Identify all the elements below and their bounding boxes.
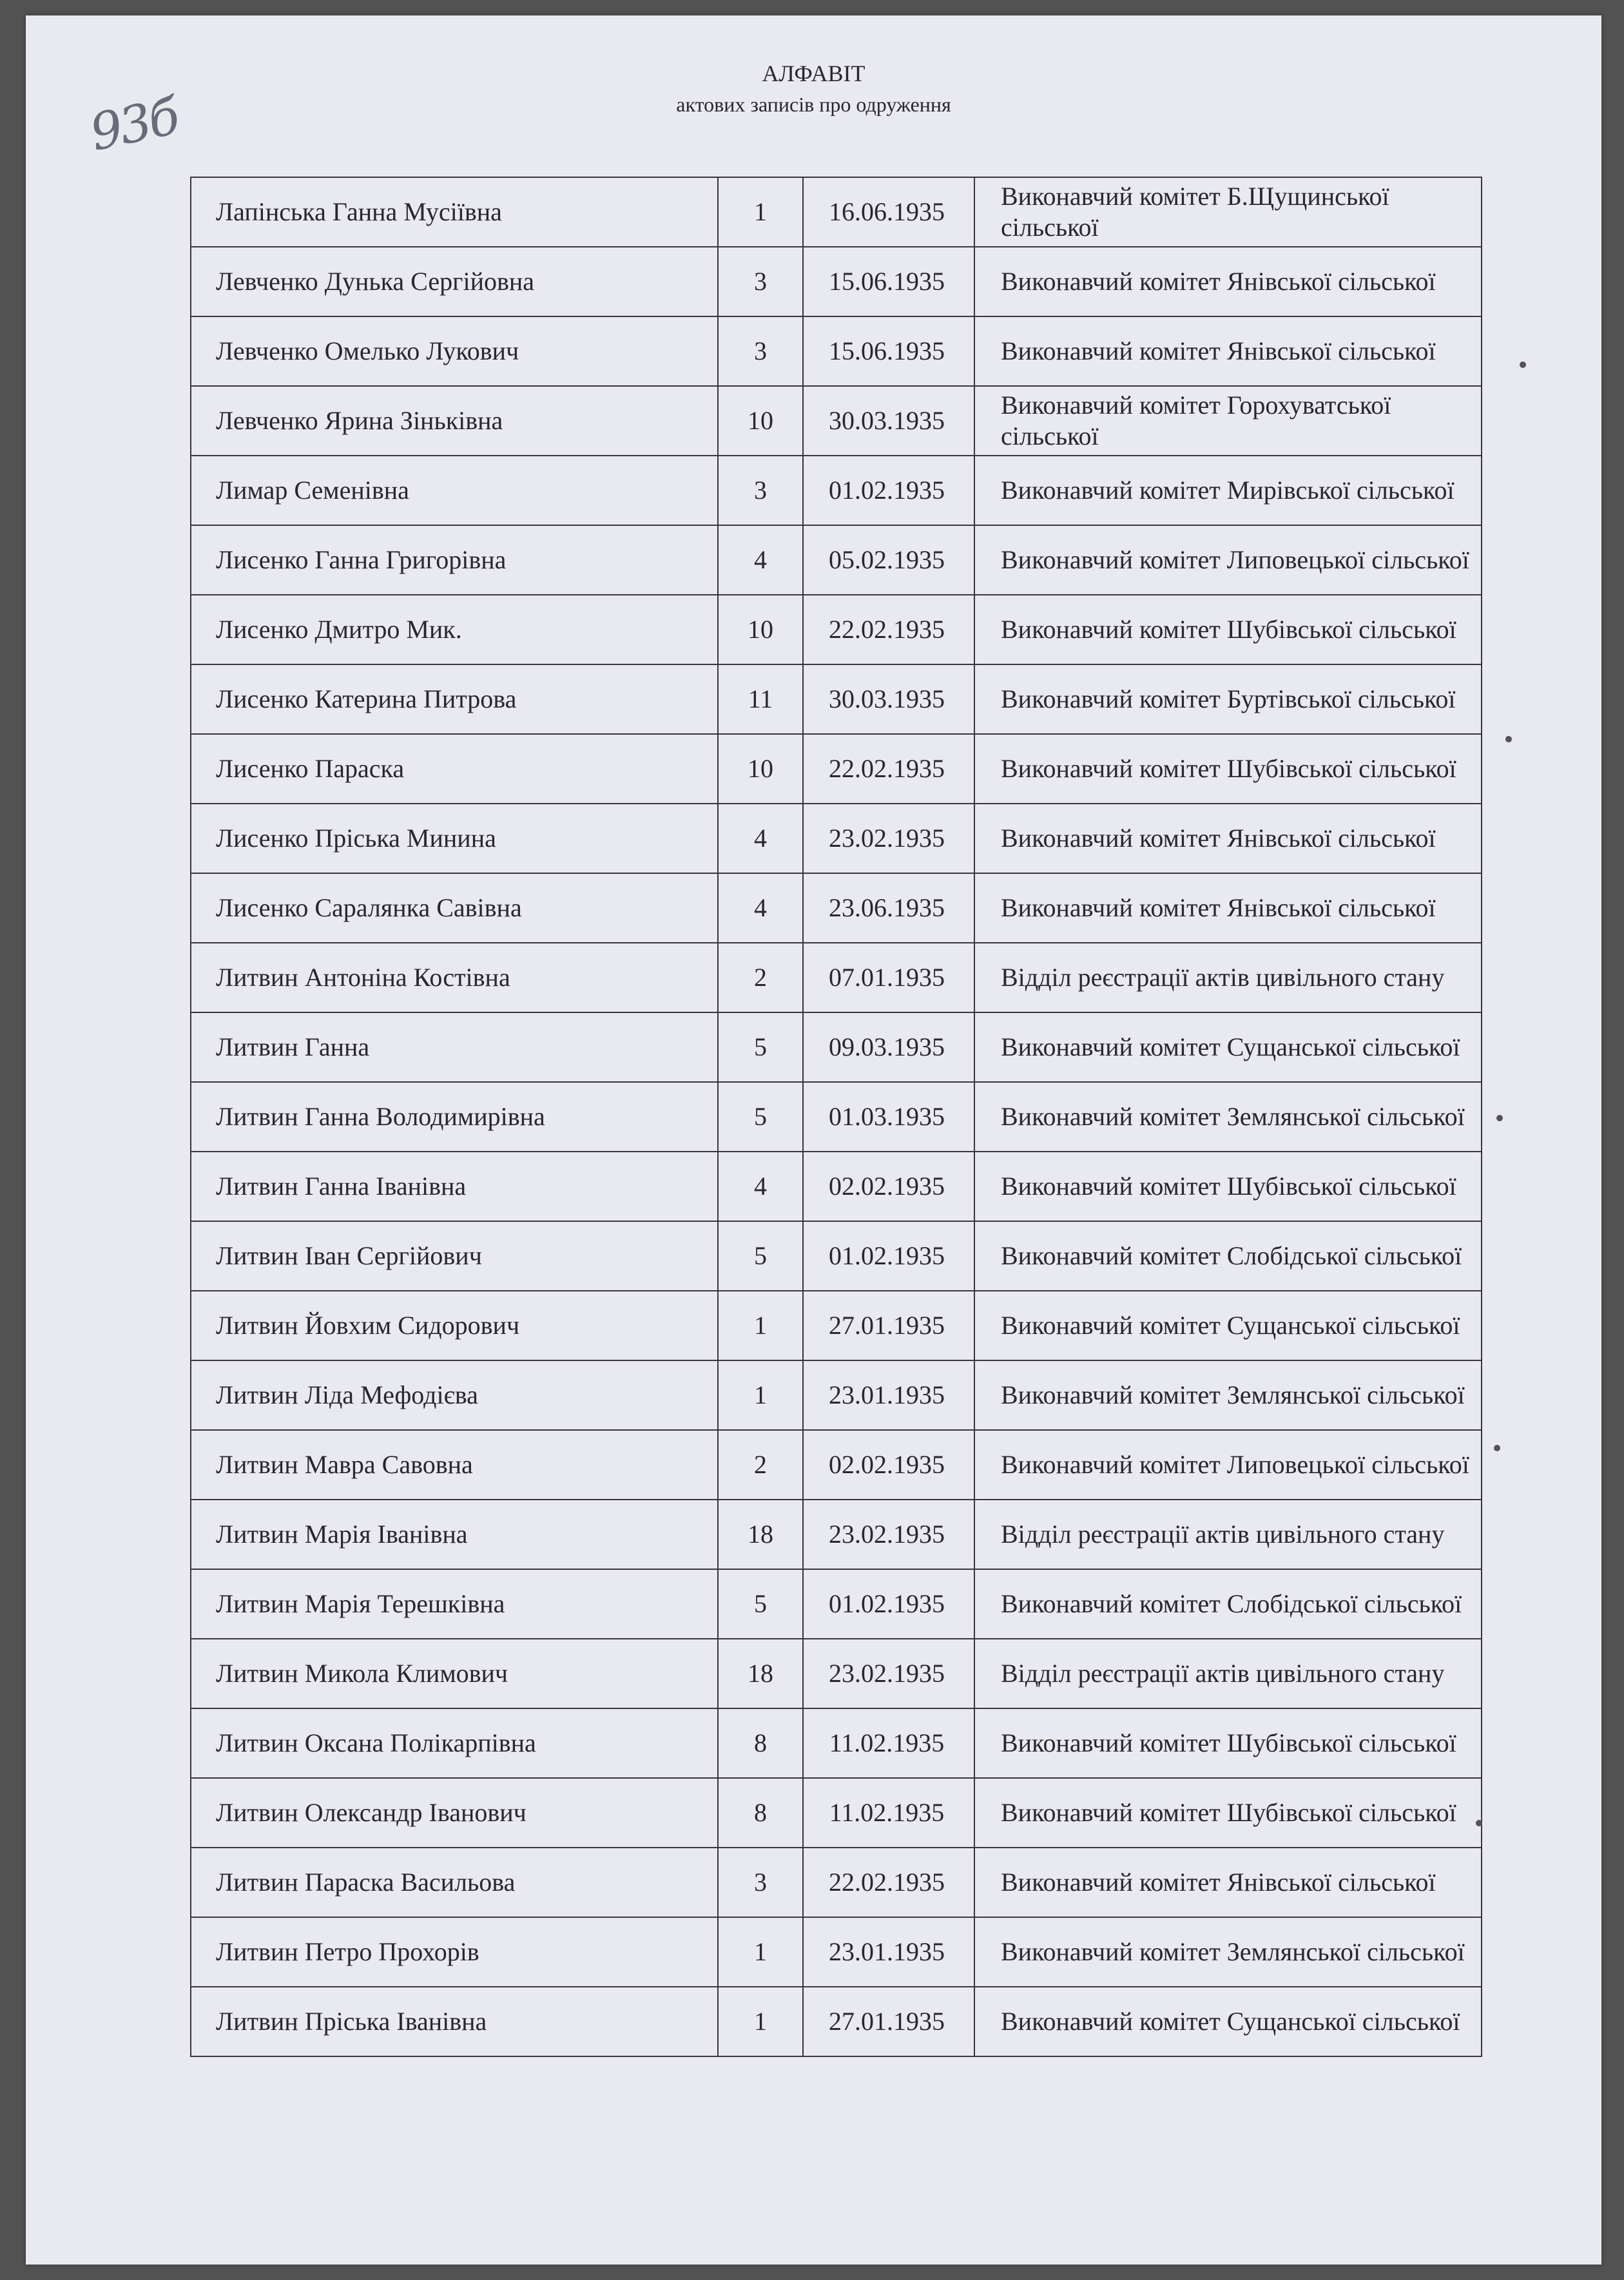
table-row bbox=[191, 1221, 1482, 1291]
table-row bbox=[191, 1360, 1482, 1430]
record-number: 4 bbox=[718, 804, 803, 873]
record-authority: Виконавчий комітет Б.Щущинської сільської bbox=[974, 177, 1482, 247]
scan-speck bbox=[1476, 1820, 1482, 1826]
record-date: 07.01.1935 bbox=[803, 943, 974, 1012]
record-authority: Виконавчий комітет Землянської сільської bbox=[974, 1917, 1482, 1987]
record-name: Литвин Іван Сергійович bbox=[191, 1221, 718, 1291]
record-name: Литвин Пріська Іванівна bbox=[191, 1987, 718, 2056]
record-name: Лимар Семенівна bbox=[191, 456, 718, 525]
record-date: 01.02.1935 bbox=[803, 1221, 974, 1291]
record-number: 4 bbox=[718, 525, 803, 595]
table-row bbox=[191, 1082, 1482, 1152]
table-row bbox=[191, 595, 1482, 664]
table-row bbox=[191, 456, 1482, 525]
record-authority: Виконавчий комітет Сущанської сільської bbox=[974, 1291, 1482, 1360]
record-authority: Виконавчий комітет Шубівської сільської bbox=[974, 1708, 1482, 1778]
table-row bbox=[191, 525, 1482, 595]
record-number: 5 bbox=[718, 1082, 803, 1152]
table-row bbox=[191, 177, 1482, 247]
record-name: Лисенко Параска bbox=[191, 734, 718, 804]
record-name: Лисенко Дмитро Мик. bbox=[191, 595, 718, 664]
scan-speck bbox=[1496, 1115, 1503, 1121]
record-authority: Виконавчий комітет Сущанської сільської bbox=[974, 1012, 1482, 1082]
table-row bbox=[191, 873, 1482, 943]
record-number: 5 bbox=[718, 1012, 803, 1082]
table-row bbox=[191, 1708, 1482, 1778]
record-name: Лисенко Пріська Минина bbox=[191, 804, 718, 873]
document-title: АЛФАВІТ bbox=[762, 61, 865, 86]
record-name: Литвин Ганна Володимирівна bbox=[191, 1082, 718, 1152]
record-name: Лапінська Ганна Мусіївна bbox=[191, 177, 718, 247]
records-table-body bbox=[191, 177, 1482, 2056]
record-name: Литвин Ліда Мефодієва bbox=[191, 1360, 718, 1430]
document-page bbox=[26, 15, 1601, 2265]
record-authority: Виконавчий комітет Шубівської сільської bbox=[974, 1152, 1482, 1221]
record-date: 22.02.1935 bbox=[803, 734, 974, 804]
record-name: Левченко Омелько Лукович bbox=[191, 316, 718, 386]
record-name: Литвин Параска Васильова bbox=[191, 1848, 718, 1917]
record-date: 23.02.1935 bbox=[803, 1639, 974, 1708]
record-number: 18 bbox=[718, 1639, 803, 1708]
record-number: 3 bbox=[718, 316, 803, 386]
record-date: 09.03.1935 bbox=[803, 1012, 974, 1082]
record-date: 22.02.1935 bbox=[803, 595, 974, 664]
record-date: 27.01.1935 bbox=[803, 1291, 974, 1360]
record-name: Литвин Марія Іванівна bbox=[191, 1500, 718, 1569]
record-number: 10 bbox=[718, 595, 803, 664]
table-row bbox=[191, 734, 1482, 804]
record-name: Литвин Ганна bbox=[191, 1012, 718, 1082]
table-row bbox=[191, 1848, 1482, 1917]
record-number: 1 bbox=[718, 1987, 803, 2056]
record-name: Литвин Мавра Савовна bbox=[191, 1430, 718, 1500]
record-authority: Виконавчий комітет Янівської сільської bbox=[974, 1848, 1482, 1917]
record-number: 1 bbox=[718, 1360, 803, 1430]
table-row bbox=[191, 664, 1482, 734]
record-number: 2 bbox=[718, 943, 803, 1012]
record-date: 15.06.1935 bbox=[803, 316, 974, 386]
record-date: 23.02.1935 bbox=[803, 804, 974, 873]
record-date: 01.02.1935 bbox=[803, 1569, 974, 1639]
scan-speck bbox=[1494, 1445, 1500, 1451]
record-authority: Виконавчий комітет Шубівської сільської bbox=[974, 1778, 1482, 1848]
record-date: 11.02.1935 bbox=[803, 1778, 974, 1848]
record-name: Литвин Марія Терешківна bbox=[191, 1569, 718, 1639]
record-number: 8 bbox=[718, 1708, 803, 1778]
record-number: 8 bbox=[718, 1778, 803, 1848]
table-row bbox=[191, 1987, 1482, 2056]
table-row bbox=[191, 804, 1482, 873]
record-name: Левченко Дунька Сергійовна bbox=[191, 247, 718, 316]
record-date: 15.06.1935 bbox=[803, 247, 974, 316]
record-authority: Виконавчий комітет Янівської сільської bbox=[974, 873, 1482, 943]
record-date: 16.06.1935 bbox=[803, 177, 974, 247]
record-name: Левченко Ярина Зіньківна bbox=[191, 386, 718, 456]
record-authority: Виконавчий комітет Слобідської сільської bbox=[974, 1221, 1482, 1291]
table-row bbox=[191, 386, 1482, 456]
record-number: 3 bbox=[718, 247, 803, 316]
record-date: 01.03.1935 bbox=[803, 1082, 974, 1152]
record-number: 1 bbox=[718, 177, 803, 247]
record-date: 02.02.1935 bbox=[803, 1430, 974, 1500]
record-authority: Відділ реєстрації актів цивільного стану bbox=[974, 1500, 1482, 1569]
record-authority: Відділ реєстрації актів цивільного стану bbox=[974, 943, 1482, 1012]
record-name: Лисенко Саралянка Савівна bbox=[191, 873, 718, 943]
record-authority: Виконавчий комітет Янівської сільської bbox=[974, 804, 1482, 873]
record-number: 3 bbox=[718, 456, 803, 525]
record-number: 2 bbox=[718, 1430, 803, 1500]
record-authority: Виконавчий комітет Слобідської сільської bbox=[974, 1569, 1482, 1639]
table-row bbox=[191, 1500, 1482, 1569]
record-authority: Виконавчий комітет Шубівської сільської bbox=[974, 595, 1482, 664]
record-authority: Виконавчий комітет Горохуватської сільської bbox=[974, 386, 1482, 456]
table-row bbox=[191, 943, 1482, 1012]
record-authority: Виконавчий комітет Шубівської сільської bbox=[974, 734, 1482, 804]
table-row bbox=[191, 1012, 1482, 1082]
record-number: 5 bbox=[718, 1221, 803, 1291]
table-row bbox=[191, 247, 1482, 316]
table-row bbox=[191, 1639, 1482, 1708]
record-authority: Виконавчий комітет Липовецької сільської bbox=[974, 525, 1482, 595]
record-authority: Виконавчий комітет Липовецької сільської bbox=[974, 1430, 1482, 1500]
record-date: 30.03.1935 bbox=[803, 386, 974, 456]
record-number: 11 bbox=[718, 664, 803, 734]
record-number: 10 bbox=[718, 734, 803, 804]
record-date: 23.01.1935 bbox=[803, 1360, 974, 1430]
record-number: 10 bbox=[718, 386, 803, 456]
record-name: Лисенко Ганна Григорівна bbox=[191, 525, 718, 595]
record-number: 1 bbox=[718, 1291, 803, 1360]
record-name: Литвин Йовхим Сидорович bbox=[191, 1291, 718, 1360]
record-date: 23.02.1935 bbox=[803, 1500, 974, 1569]
record-name: Литвин Петро Прохорів bbox=[191, 1917, 718, 1987]
table-row bbox=[191, 316, 1482, 386]
record-authority: Виконавчий комітет Янівської сільської bbox=[974, 247, 1482, 316]
scan-speck bbox=[1520, 362, 1526, 368]
record-authority: Виконавчий комітет Янівської сільської bbox=[974, 316, 1482, 386]
record-date: 05.02.1935 bbox=[803, 525, 974, 595]
record-authority: Виконавчий комітет Мирівської сільської bbox=[974, 456, 1482, 525]
record-authority: Виконавчий комітет Сущанської сільської bbox=[974, 1987, 1482, 2056]
record-number: 3 bbox=[718, 1848, 803, 1917]
document-subtitle: актових записів про одруження bbox=[676, 93, 951, 116]
table-row bbox=[191, 1430, 1482, 1500]
table-row bbox=[191, 1152, 1482, 1221]
table-row bbox=[191, 1778, 1482, 1848]
record-name: Литвин Оксана Полікарпівна bbox=[191, 1708, 718, 1778]
record-number: 4 bbox=[718, 873, 803, 943]
record-number: 1 bbox=[718, 1917, 803, 1987]
table-row bbox=[191, 1917, 1482, 1987]
record-authority: Виконавчий комітет Буртівської сільської bbox=[974, 664, 1482, 734]
record-date: 23.06.1935 bbox=[803, 873, 974, 943]
record-number: 18 bbox=[718, 1500, 803, 1569]
record-authority: Відділ реєстрації актів цивільного стану bbox=[974, 1639, 1482, 1708]
record-date: 22.02.1935 bbox=[803, 1848, 974, 1917]
record-name: Литвин Микола Климович bbox=[191, 1639, 718, 1708]
record-date: 01.02.1935 bbox=[803, 456, 974, 525]
table-row bbox=[191, 1291, 1482, 1360]
handwritten-page-number: 93б bbox=[85, 87, 182, 163]
record-date: 02.02.1935 bbox=[803, 1152, 974, 1221]
record-name: Литвин Ганна Іванівна bbox=[191, 1152, 718, 1221]
table-row bbox=[191, 1569, 1482, 1639]
record-authority: Виконавчий комітет Землянської сільської bbox=[974, 1082, 1482, 1152]
record-date: 30.03.1935 bbox=[803, 664, 974, 734]
record-name: Лисенко Катерина Питрова bbox=[191, 664, 718, 734]
record-date: 27.01.1935 bbox=[803, 1987, 974, 2056]
record-authority: Виконавчий комітет Землянської сільської bbox=[974, 1360, 1482, 1430]
record-date: 23.01.1935 bbox=[803, 1917, 974, 1987]
record-name: Литвин Антоніна Костівна bbox=[191, 943, 718, 1012]
record-name: Литвин Олександр Іванович bbox=[191, 1778, 718, 1848]
record-number: 5 bbox=[718, 1569, 803, 1639]
scan-speck bbox=[1505, 736, 1512, 742]
marriage-records-table bbox=[190, 177, 1482, 2057]
record-date: 11.02.1935 bbox=[803, 1708, 974, 1778]
record-number: 4 bbox=[718, 1152, 803, 1221]
